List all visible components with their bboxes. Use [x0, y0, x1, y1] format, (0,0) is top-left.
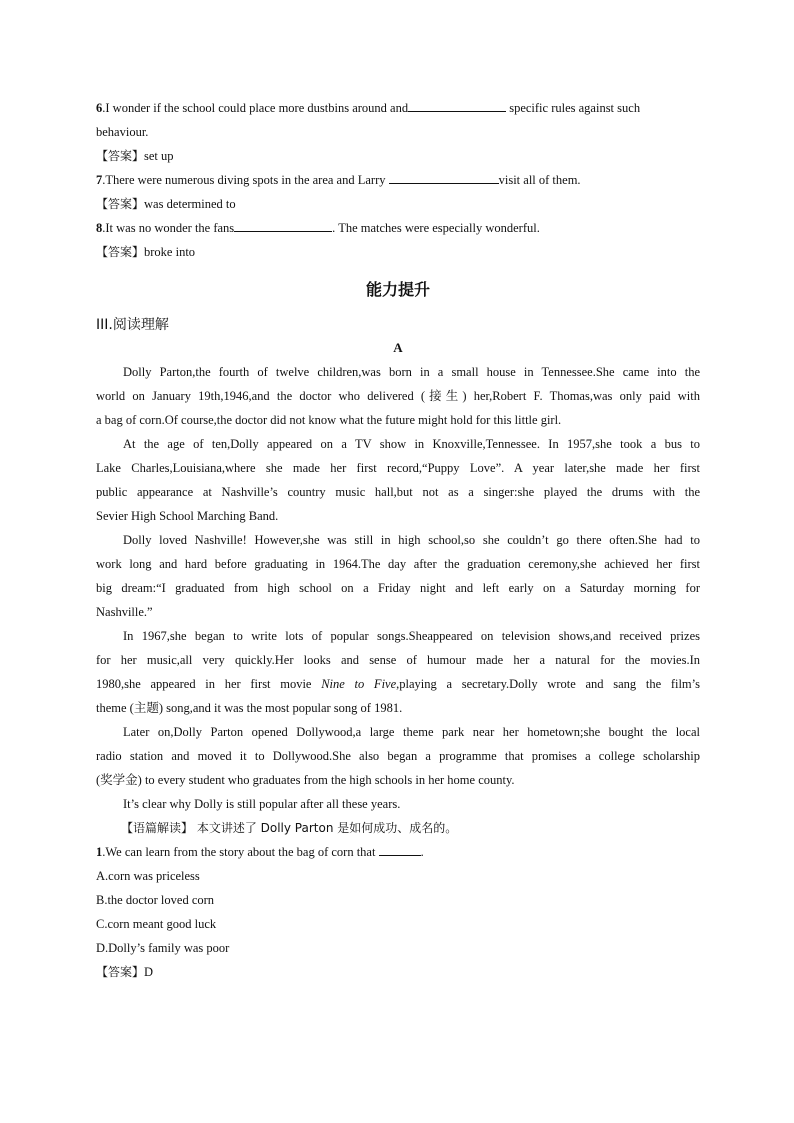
- option-d: D.Dolly’s family was poor: [96, 941, 230, 955]
- answer-line: [96, 240, 700, 264]
- question-7: [96, 168, 700, 216]
- passage-line: world on January 19th,1946,and the doctor who delivered (接生) her,Robert F. Thomas,was only paid with: [96, 389, 700, 403]
- passage-line: Nashville.”: [96, 605, 153, 619]
- answer-line: [96, 192, 700, 216]
- answer-blank: [234, 218, 332, 232]
- passage-line: work long and hard before graduating in 1964.The day after the graduation ceremony,she achieved her first: [96, 557, 700, 571]
- answer-tag: 【答案】: [96, 149, 145, 163]
- answer-text: D: [144, 965, 154, 979]
- question-number: 6: [96, 101, 103, 115]
- answer-line: [96, 960, 700, 984]
- passage-line: Later on,Dolly Parton opened Dollywood,a large theme park near her hometown;she bought the local: [123, 725, 700, 739]
- answer-blank: [389, 170, 499, 184]
- movie-title: Nine to Five: [321, 677, 397, 691]
- question-text: visit all of them.: [498, 173, 581, 187]
- passage-line: In 1967,she began to write lots of popular songs.Sheappeared on television shows,and received prizes: [123, 629, 700, 643]
- section-title: 能力提升: [365, 280, 430, 299]
- part-title: III.阅读理解: [96, 317, 169, 333]
- answer-text: set up: [144, 149, 174, 163]
- passage-line: Lake Charles,Louisiana,where she made her first record,“Puppy Love”. A year later,she made her first: [96, 461, 700, 475]
- passage-letter: A: [393, 340, 403, 355]
- answer-blank: [379, 842, 421, 856]
- question-number: 8: [96, 221, 103, 235]
- question-6-stem: [96, 96, 700, 120]
- question-text: specific rules against such: [506, 101, 641, 115]
- passage-line: big dream:“I graduated from high school on a Friday night and left early on a Saturday morning for: [96, 581, 700, 595]
- answer-text: broke into: [144, 245, 196, 259]
- passage: [96, 360, 700, 816]
- passage-line: radio station and moved it to Dollywood.She also began a programme that promises a college scholarship: [96, 749, 700, 763]
- passage-line: At the age of ten,Dolly appeared on a TV show in Knoxville,Tennessee. In 1957,she took a bus to: [123, 437, 700, 451]
- passage-line: It’s clear why Dolly is still popular after all these years.: [123, 797, 401, 811]
- passage-line: theme (主题) song,and it was the most popular song of 1981.: [96, 701, 403, 715]
- answer-tag: 【答案】: [96, 197, 145, 211]
- answer-blank: [408, 98, 506, 112]
- question-text: behaviour.: [96, 125, 149, 139]
- question-text: . The matches were especially wonderful.: [332, 221, 540, 235]
- passage-line-with-title: [96, 672, 700, 696]
- answer-tag: 【答案】: [96, 245, 145, 259]
- analysis-note: [96, 816, 700, 840]
- question-7-stem: [96, 168, 700, 192]
- question-text: .I wonder if the school could place more dustbins around and: [102, 101, 409, 115]
- answer-line: [96, 144, 700, 168]
- passage-line: (奖学金) to every student who graduates from the high schools in her home county.: [96, 773, 515, 787]
- analysis-text: 【语篇解读】 本文讲述了 Dolly Parton 是如何成功、成名的。: [121, 821, 458, 835]
- option-c: C.corn meant good luck: [96, 917, 217, 931]
- passage-line: Dolly Parton,the fourth of twelve children,was born in a small house in Tennessee.She came into the: [123, 365, 700, 379]
- question-1-stem: [96, 840, 700, 864]
- passage-line: Dolly loved Nashville! However,she was still in high school,so she couldn’t go there often.She had to: [123, 533, 700, 547]
- question-number: 1: [96, 845, 103, 859]
- question-number: 7: [96, 173, 103, 187]
- passage-line: for her music,all very quickly.Her looks and sense of humour made her a natural for the movies.In: [96, 653, 700, 667]
- question-text: .It was no wonder the fans: [102, 221, 235, 235]
- option-b: B.the doctor loved corn: [96, 893, 215, 907]
- passage-text: ,playing a secretary.Dolly wrote and sang the film’s: [396, 677, 700, 691]
- passage-line: public appearance at Nashville’s country music hall,but not as a singer:she played the drums with the: [96, 485, 700, 499]
- answer-tag: 【答案】: [96, 965, 145, 979]
- answer-text: was determined to: [144, 197, 236, 211]
- question-text: .There were numerous diving spots in the area and Larry: [102, 173, 389, 187]
- question-text: .We can learn from the story about the bag of corn that: [102, 845, 379, 859]
- passage-line: a bag of corn.Of course,the doctor did not know what the future might hold for this little girl.: [96, 413, 562, 427]
- option-a: A.corn was priceless: [96, 869, 200, 883]
- question-8-stem: [96, 216, 700, 240]
- question-text: .: [420, 845, 424, 859]
- passage-text: 1980,she appeared in her first movie: [96, 677, 322, 691]
- question-8: [96, 216, 700, 264]
- question-6: [96, 96, 700, 168]
- passage-line: Sevier High School Marching Band.: [96, 509, 279, 523]
- question-1: [96, 840, 700, 984]
